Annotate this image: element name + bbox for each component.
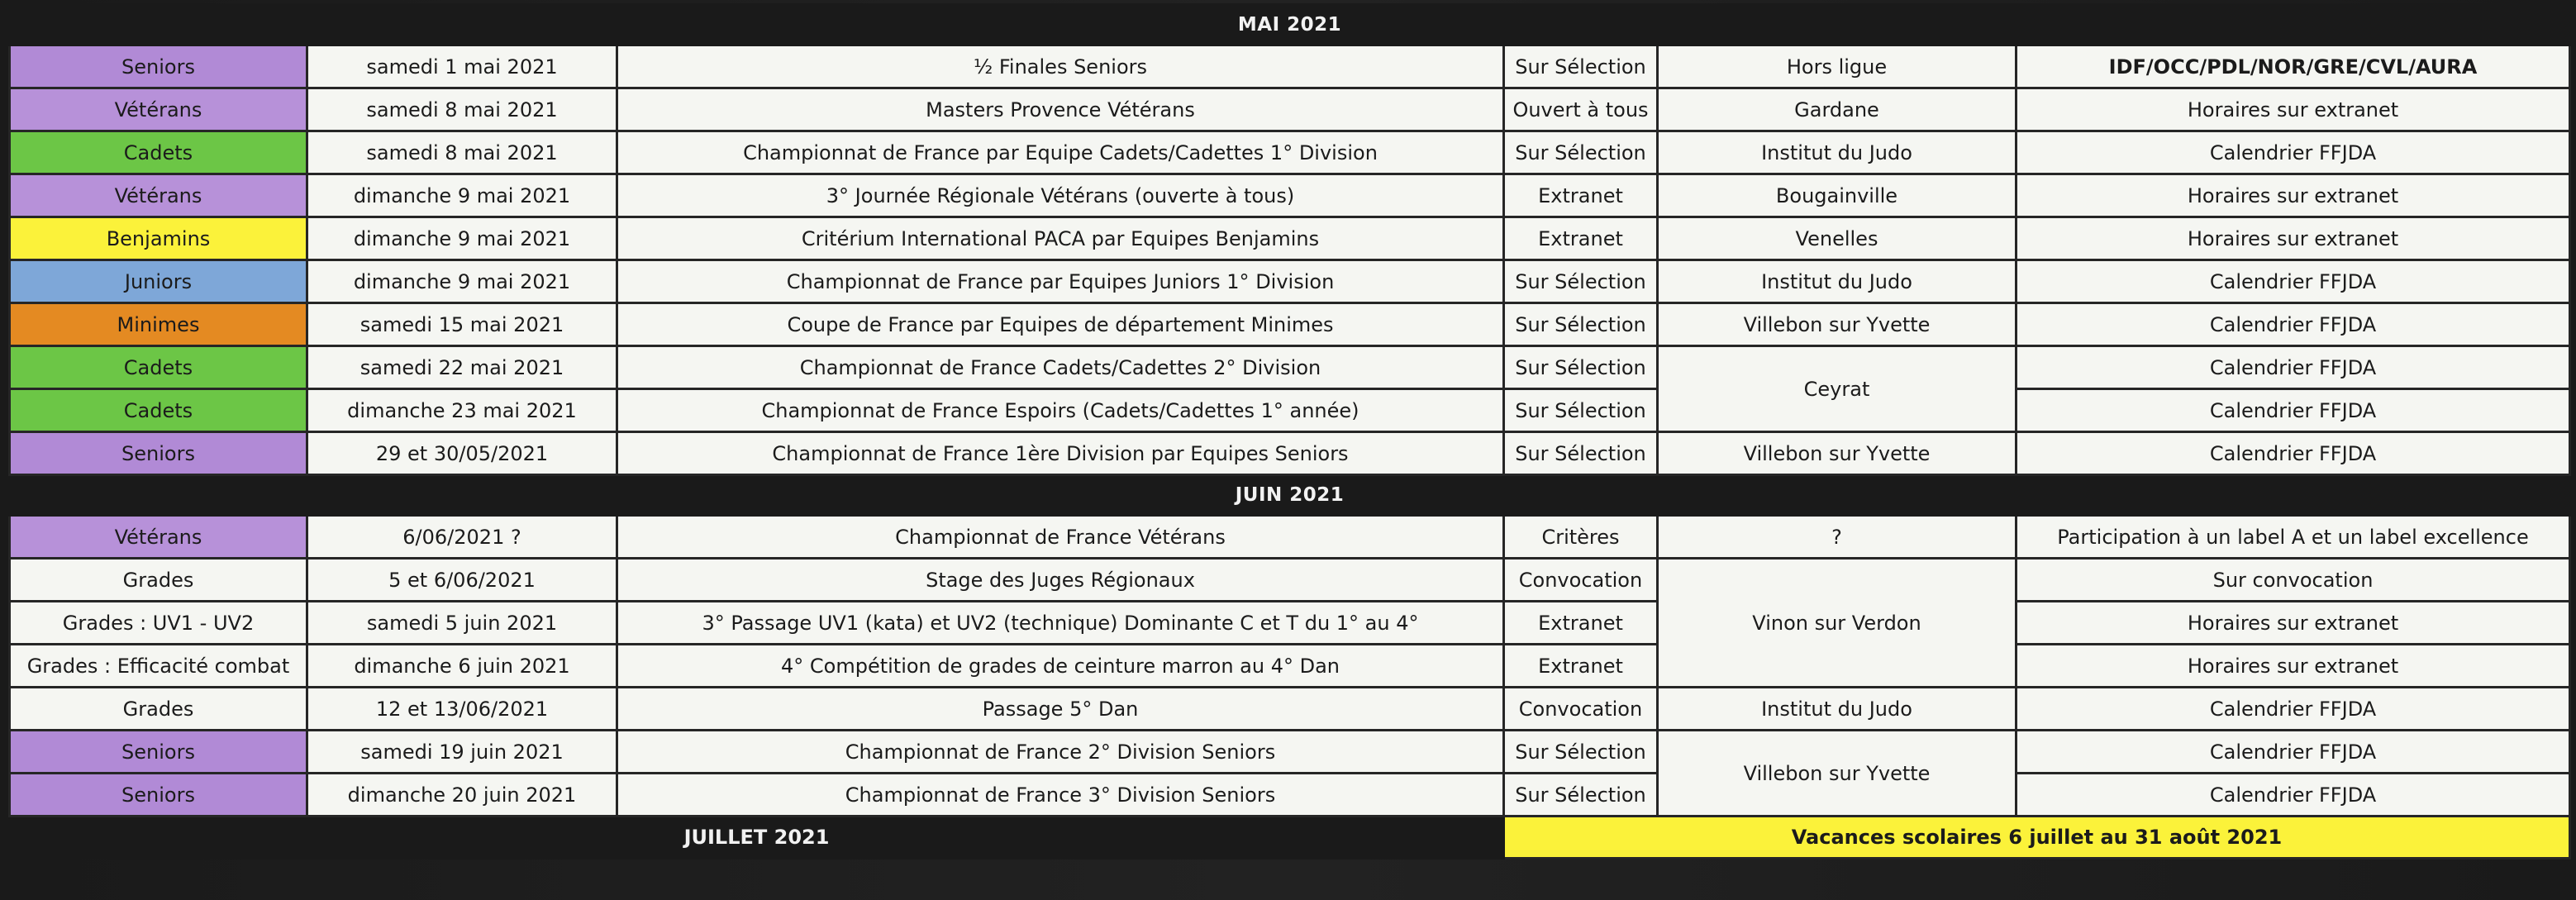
access-cell: Critères — [1504, 516, 1658, 559]
access-cell: Sur Sélection — [1504, 346, 1658, 389]
place-cell: Ceyrat — [1658, 346, 2017, 432]
category-cell: Seniors — [10, 731, 307, 774]
date-cell: samedi 1 mai 2021 — [307, 45, 617, 88]
date-cell: dimanche 20 juin 2021 — [307, 774, 617, 817]
place-cell: Vinon sur Verdon — [1658, 559, 2017, 688]
place-cell: Hors ligue — [1658, 45, 2017, 88]
event-cell: Championnat de France Cadets/Cadettes 2° Division — [617, 346, 1504, 389]
info-cell: Horaires sur extranet — [2017, 645, 2570, 688]
event-row — [10, 645, 2570, 688]
access-cell: Convocation — [1504, 688, 1658, 731]
date-cell: 6/06/2021 ? — [307, 516, 617, 559]
access-cell: Extranet — [1504, 217, 1658, 260]
event-cell: 4° Compétition de grades de ceinture marron au 4° Dan — [617, 645, 1504, 688]
category-cell: Cadets — [10, 389, 307, 432]
date-cell: dimanche 6 juin 2021 — [307, 645, 617, 688]
month-header-row — [10, 5, 2570, 45]
category-cell: Vétérans — [10, 174, 307, 217]
july-row — [10, 817, 2570, 859]
event-cell: Critérium International PACA par Equipes Benjamins — [617, 217, 1504, 260]
event-cell: 3° Passage UV1 (kata) et UV2 (technique) Dominante C et T du 1° au 4° — [617, 602, 1504, 645]
month-header-row — [10, 475, 2570, 516]
place-cell: Bougainville — [1658, 174, 2017, 217]
event-cell: ½ Finales Seniors — [617, 45, 1504, 88]
category-cell: Juniors — [10, 260, 307, 303]
event-cell: Championnat de France 2° Division Seniors — [617, 731, 1504, 774]
date-cell: dimanche 9 mai 2021 — [307, 260, 617, 303]
place-cell: Villebon sur Yvette — [1658, 731, 2017, 817]
event-row — [10, 303, 2570, 346]
category-cell: Grades : UV1 - UV2 — [10, 602, 307, 645]
date-cell: samedi 8 mai 2021 — [307, 88, 617, 131]
event-row — [10, 346, 2570, 389]
info-cell: Calendrier FFJDA — [2017, 260, 2570, 303]
date-cell: samedi 15 mai 2021 — [307, 303, 617, 346]
info-cell: Calendrier FFJDA — [2017, 131, 2570, 174]
place-cell: Institut du Judo — [1658, 260, 2017, 303]
place-cell: Venelles — [1658, 217, 2017, 260]
event-row — [10, 559, 2570, 602]
event-row — [10, 774, 2570, 817]
info-cell: Calendrier FFJDA — [2017, 432, 2570, 475]
place-cell: Villebon sur Yvette — [1658, 432, 2017, 475]
info-cell: Calendrier FFJDA — [2017, 303, 2570, 346]
category-cell: Grades — [10, 688, 307, 731]
access-cell: Sur Sélection — [1504, 131, 1658, 174]
event-cell: Championnat de France Espoirs (Cadets/Cadettes 1° année) — [617, 389, 1504, 432]
category-cell: Cadets — [10, 346, 307, 389]
access-cell: Sur Sélection — [1504, 45, 1658, 88]
category-cell: Minimes — [10, 303, 307, 346]
event-cell: Championnat de France 3° Division Seniors — [617, 774, 1504, 817]
date-cell: 29 et 30/05/2021 — [307, 432, 617, 475]
info-cell: Horaires sur extranet — [2017, 217, 2570, 260]
date-cell: 5 et 6/06/2021 — [307, 559, 617, 602]
access-cell: Sur Sélection — [1504, 303, 1658, 346]
category-cell: Seniors — [10, 432, 307, 475]
info-cell: Horaires sur extranet — [2017, 88, 2570, 131]
info-cell: Calendrier FFJDA — [2017, 389, 2570, 432]
date-cell: samedi 22 mai 2021 — [307, 346, 617, 389]
place-cell: Villebon sur Yvette — [1658, 303, 2017, 346]
event-cell: Stage des Juges Régionaux — [617, 559, 1504, 602]
event-cell: Coupe de France par Equipes de département Minimes — [617, 303, 1504, 346]
month-header-july: JUILLET 2021 — [10, 817, 1504, 859]
info-cell: Sur convocation — [2017, 559, 2570, 602]
event-row — [10, 217, 2570, 260]
category-cell: Cadets — [10, 131, 307, 174]
event-row — [10, 174, 2570, 217]
category-cell: Benjamins — [10, 217, 307, 260]
date-cell: samedi 5 juin 2021 — [307, 602, 617, 645]
event-row — [10, 602, 2570, 645]
info-cell: Horaires sur extranet — [2017, 602, 2570, 645]
access-cell: Convocation — [1504, 559, 1658, 602]
event-row — [10, 432, 2570, 475]
date-cell: dimanche 23 mai 2021 — [307, 389, 617, 432]
competition-calendar-table — [8, 3, 2571, 860]
place-cell: Institut du Judo — [1658, 131, 2017, 174]
date-cell: samedi 19 juin 2021 — [307, 731, 617, 774]
info-cell: Participation à un label A et un label excellence — [2017, 516, 2570, 559]
date-cell: samedi 8 mai 2021 — [307, 131, 617, 174]
place-cell: Institut du Judo — [1658, 688, 2017, 731]
date-cell: dimanche 9 mai 2021 — [307, 174, 617, 217]
place-cell: Gardane — [1658, 88, 2017, 131]
event-cell: Championnat de France Vétérans — [617, 516, 1504, 559]
school-holidays-banner: Vacances scolaires 6 juillet au 31 août 2021 — [1504, 817, 2570, 859]
event-cell: Championnat de France par Equipe Cadets/Cadettes 1° Division — [617, 131, 1504, 174]
info-cell: Horaires sur extranet — [2017, 174, 2570, 217]
info-cell: IDF/OCC/PDL/NOR/GRE/CVL/AURA — [2017, 45, 2570, 88]
month-header: MAI 2021 — [10, 5, 2570, 45]
access-cell: Sur Sélection — [1504, 432, 1658, 475]
access-cell: Extranet — [1504, 645, 1658, 688]
event-row — [10, 516, 2570, 559]
event-cell: Masters Provence Vétérans — [617, 88, 1504, 131]
event-cell: Passage 5° Dan — [617, 688, 1504, 731]
event-row — [10, 688, 2570, 731]
category-cell: Vétérans — [10, 516, 307, 559]
category-cell: Vétérans — [10, 88, 307, 131]
date-cell: 12 et 13/06/2021 — [307, 688, 617, 731]
month-header: JUIN 2021 — [10, 475, 2570, 516]
info-cell: Calendrier FFJDA — [2017, 774, 2570, 817]
access-cell: Ouvert à tous — [1504, 88, 1658, 131]
access-cell: Sur Sélection — [1504, 731, 1658, 774]
info-cell: Calendrier FFJDA — [2017, 731, 2570, 774]
category-cell: Grades : Efficacité combat — [10, 645, 307, 688]
event-cell: Championnat de France 1ère Division par Equipes Seniors — [617, 432, 1504, 475]
event-cell: 3° Journée Régionale Vétérans (ouverte à tous) — [617, 174, 1504, 217]
event-row — [10, 260, 2570, 303]
category-cell: Seniors — [10, 45, 307, 88]
access-cell: Sur Sélection — [1504, 389, 1658, 432]
access-cell: Sur Sélection — [1504, 774, 1658, 817]
event-row — [10, 389, 2570, 432]
access-cell: Sur Sélection — [1504, 260, 1658, 303]
event-row — [10, 45, 2570, 88]
info-cell: Calendrier FFJDA — [2017, 688, 2570, 731]
date-cell: dimanche 9 mai 2021 — [307, 217, 617, 260]
access-cell: Extranet — [1504, 174, 1658, 217]
category-cell: Grades — [10, 559, 307, 602]
event-row — [10, 88, 2570, 131]
event-row — [10, 131, 2570, 174]
event-row — [10, 731, 2570, 774]
place-cell: ? — [1658, 516, 2017, 559]
access-cell: Extranet — [1504, 602, 1658, 645]
category-cell: Seniors — [10, 774, 307, 817]
info-cell: Calendrier FFJDA — [2017, 346, 2570, 389]
event-cell: Championnat de France par Equipes Juniors 1° Division — [617, 260, 1504, 303]
